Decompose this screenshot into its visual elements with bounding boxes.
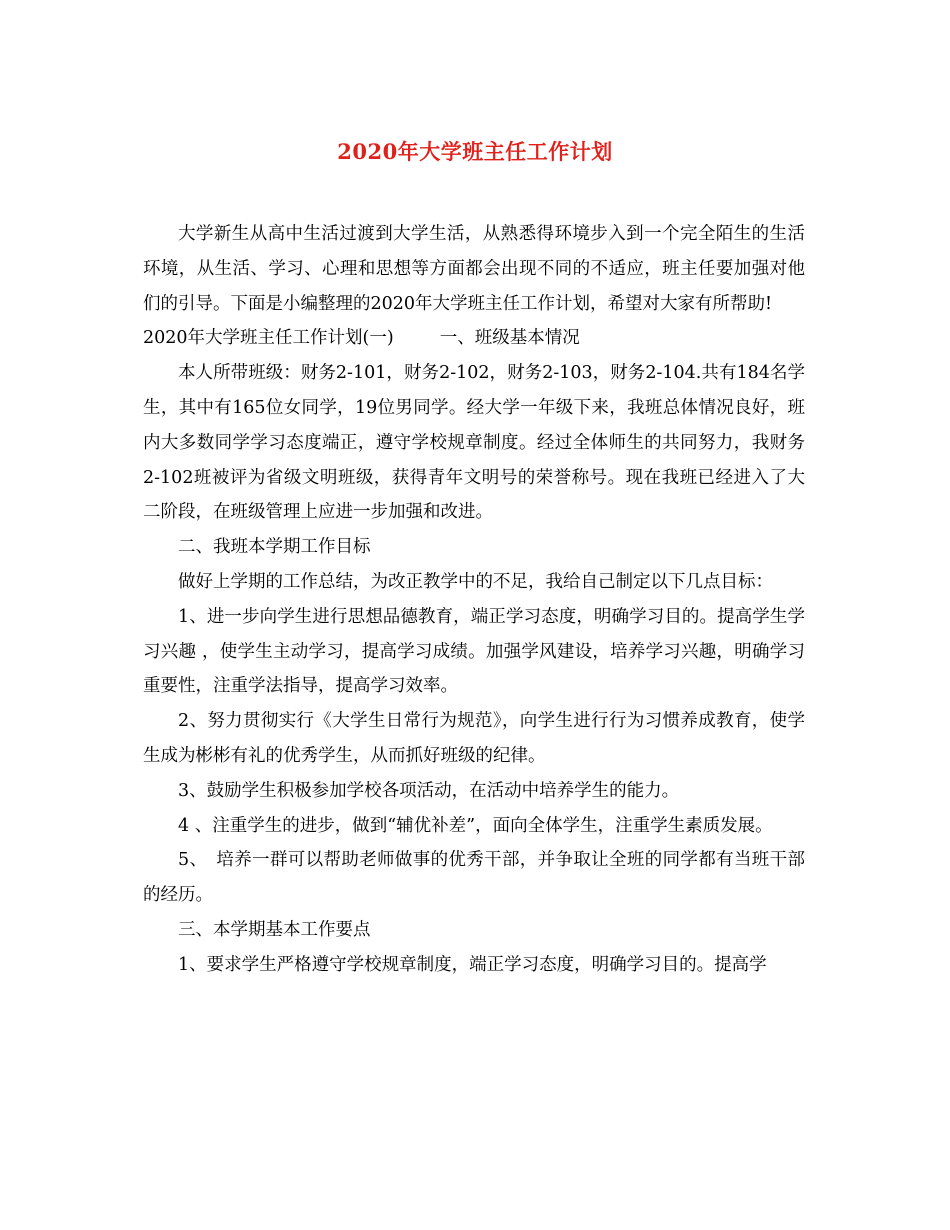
intro-paragraph: 大学新生从高中生活过渡到大学生活，从熟悉得环境步入到一个完全陌生的生活环境，从生活、学习、心理和思想等方面都会出现不同的不适应，班主任要加强对他们的引导。下面是小编整理的2020年大学班主任工作计划，希望对大家有所帮助!	[143, 224, 805, 314]
plan-heading-line	[143, 321, 805, 356]
section-heading-3: 三、本学期基本工作要点	[178, 919, 371, 940]
plan-subtitle: 2020年大学班主任工作计划(一)	[143, 328, 394, 349]
goal-item-3: 3、鼓励学生积极参加学校各项活动，在活动中培养学生的能力。	[178, 780, 680, 801]
document-title: 2020年大学班主任工作计划	[337, 139, 613, 164]
work-point-1: 1、要求学生严格遵守学校规章制度，端正学习态度，明确学习目的。提高学	[178, 954, 767, 975]
document-body	[143, 217, 805, 983]
goal-item-2: 2、努力贯彻实行《大学生日常行为规范》，向学生进行行为习惯养成教育，使学生成为彬彬有礼的优秀学生，从而抓好班级的纪律。	[143, 711, 805, 766]
goal-item-4: 4 、注重学生的进步，做到“辅优补差”，面向全体学生，注重学生素质发展。	[178, 815, 773, 836]
section-heading-1: 一、班级基本情况	[439, 328, 580, 349]
section-heading-2: 二、我班本学期工作目标	[178, 537, 371, 558]
goal-item-5: 5、 培养一群可以帮助老师做事的优秀干部，并争取让全班的同学都有当班干部的经历。	[143, 850, 805, 906]
class-info-paragraph: 本人所带班级：财务2-101，财务2-102，财务2-103，财务2-104.共有184名学生，其中有165位女同学，19位男同学。经大学一年级下来，我班总体情况良好，班内大多数同学学习态度端正，遵守学校规章制度。经过全体师生的共同努力，我财务2-102班被评为省级文明班级，获得青年文明号的荣誉称号。现在我班已经进入了大二阶段，在班级管理上应进一步加强和改进。	[143, 363, 805, 523]
goals-intro-paragraph: 做好上学期的工作总结，为改正教学中的不足，我给自己制定以下几点目标：	[178, 571, 773, 592]
goal-item-1: 1、进一步向学生进行思想品德教育，端正学习态度，明确学习目的。提高学生学习兴趣 ，使学生主动学习，提高学习成绩。加强学风建设，培养学习兴趣，明确学习重要性，注重学法指导，提高学习效率。	[143, 606, 805, 697]
